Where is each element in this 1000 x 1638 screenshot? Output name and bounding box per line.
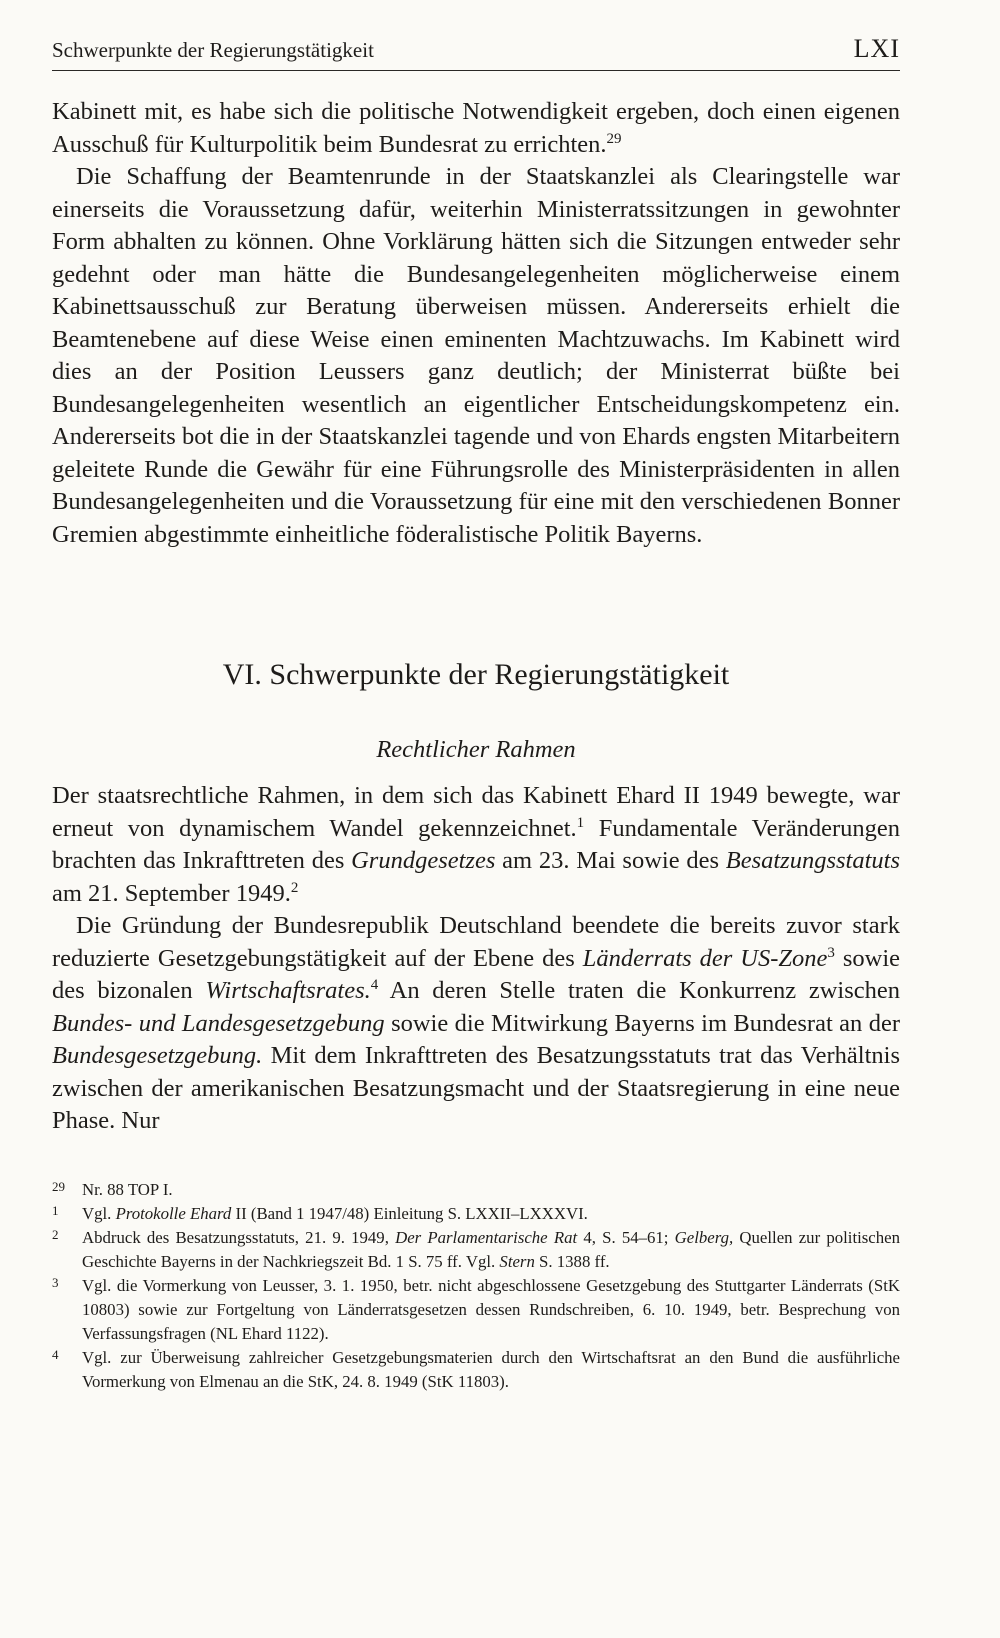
footnotes <box>52 1178 900 1394</box>
footnote-number: 29 <box>52 1179 65 1194</box>
running-header <box>52 36 900 71</box>
footnote-text: Vgl. zur Überweisung zahlreicher Gesetzgebungsmaterien durch den Wirtschaftsrat an den Bund die ausführliche Vormerkung von Elmenau an die StK, 24. 8. 1949 (StK 11803). <box>82 1348 900 1391</box>
italic-term: Bundesgesetzgebung. <box>52 1042 263 1069</box>
footnote-ref-3[interactable]: 3 <box>827 944 835 961</box>
footnote-text: Abdruck des Besatzungsstatuts, 21. 9. 1949, <box>82 1228 396 1247</box>
italic-title: Der Parlamentarische Rat <box>395 1228 578 1247</box>
running-title: Schwerpunkte der Regierungstätigkeit <box>52 38 374 62</box>
intro-text <box>52 96 900 551</box>
text-run: Der staatsrechtliche Rahmen, in dem sich das Kabinett Ehard II 1949 bewegte, war erneut von dynamischem Wandel gekennzeichnet. <box>52 782 900 842</box>
italic-title: Protokolle Ehard <box>115 1204 232 1223</box>
footnote-2 <box>52 1226 900 1274</box>
footnote-text: Nr. 88 TOP I. <box>82 1180 173 1199</box>
italic-term: Wirtschaftsrates. <box>205 977 371 1004</box>
footnote-29 <box>52 1178 900 1202</box>
main-text <box>52 780 900 1138</box>
italic-author: Gelberg, <box>674 1228 734 1247</box>
text-run: Die Gründung der Bundesrepublik Deutschland beendete die bereits zuvor stark reduzierte Gesetzgebungstätigkeit auf der Ebene des <box>52 912 900 972</box>
footnote-text: Vgl. die Vormerkung von Leusser, 3. 1. 1950, betr. nicht abgeschlossene Gesetzgebung des Stuttgarter Länderrats (StK 10803) sowie zur Fortgeltung von Länderratsgesetzen dessen Rundschreiben, 6. 10. 1949, betr. Besprechung von Verfassungsfragen (NL Ehard 1122). <box>82 1276 900 1343</box>
footnote-text: II (Band 1 1947/48) Einleitung S. LXXII–LXXXVI. <box>231 1204 588 1223</box>
text-run: am 23. Mai sowie des <box>495 847 726 874</box>
intro-paragraph-2: Die Schaffung der Beamtenrunde in der Staatskanzlei als Clearingstelle war einerseits die Voraussetzung dafür, weiterhin Ministerratssitzungen in gewohnter Form abhalten zu können. Ohne Vorklärung hätten sich die Sitzungen entweder sehr gedehnt oder man hätte die Bundesangelegenheiten möglicherweise einem Kabinettsausschuß zur Beratung überweisen müssen. Andererseits erhielt die Beamtenebene auf diese Weise einen eminenten Machtzuwachs. Im Kabinett wird dies an der Position Leussers ganz deutlich; der Ministerrat büßte bei Bundesangelegenheiten wesentlich an eigentlicher Entscheidungskompetenz ein. Andererseits bot die in der Staatskanzlei tagende und von Ehards engsten Mitarbeitern geleitete Runde die Gewähr für eine Führungsrolle des Ministerpräsidenten in allen Bundesangelegenheiten und die Voraussetzung für eine mit den verschiedenen Bonner Gremien abgestimmte einheitliche föderalistische Politik Bayerns. <box>52 163 900 548</box>
footnote-1 <box>52 1202 900 1226</box>
text-run: am 21. September 1949. <box>52 879 291 907</box>
footnote-text: Quellen zur politischen Geschichte Bayerns in der Nachkriegszeit Bd. 1 S. 75 ff. Vgl. <box>82 1228 900 1271</box>
footnote-number: 4 <box>52 1347 59 1362</box>
main-paragraph-2 <box>52 910 900 1138</box>
text-run: Fundamentale Veränderungen brachten das Inkrafttreten des <box>52 814 900 874</box>
italic-term: Besatzungsstatuts <box>725 847 900 874</box>
footnote-text: Vgl. <box>82 1204 116 1223</box>
text-run: Mit dem Inkrafttreten des Besatzungsstatuts trat das Verhältnis zwischen der amerikanischen Besatzungsmacht und der Staatsregierung in eine neue Phase. Nur <box>52 1042 900 1134</box>
intro-paragraph-1 <box>52 96 900 161</box>
subsection-heading: Rechtlicher Rahmen <box>376 736 576 763</box>
main-paragraph-1 <box>52 780 900 910</box>
italic-author: Stern <box>499 1252 535 1271</box>
footnote-ref-1[interactable]: 1 <box>576 814 585 831</box>
section-heading: VI. Schwerpunkte der Regierungstätigkeit <box>222 658 730 691</box>
footnote-text: 4, S. 54–61; <box>577 1228 675 1247</box>
footnote-number: 3 <box>52 1275 59 1290</box>
page-number: LXI <box>853 34 900 63</box>
italic-term: Länderrats der US-Zone <box>582 944 828 972</box>
footnote-ref-29[interactable]: 29 <box>606 130 622 147</box>
footnote-4 <box>52 1346 900 1394</box>
footnote-number: 2 <box>52 1227 59 1242</box>
intro-paragraph-1-text: Kabinett mit, es habe sich die politische Notwendigkeit ergeben, doch einen eigenen Ausschuß für Kulturpolitik beim Bundesrat zu errichten. <box>52 98 900 158</box>
footnote-3 <box>52 1274 900 1346</box>
footnote-number: 1 <box>52 1203 59 1218</box>
italic-term: Grundgesetzes <box>351 847 496 874</box>
footnote-ref-2[interactable]: 2 <box>290 879 299 896</box>
italic-term: Bundes- und Landesgesetzgebung <box>52 1009 385 1037</box>
footnote-text: S. 1388 ff. <box>534 1252 610 1271</box>
text-run: sowie die Mitwirkung Bayerns im Bundesrat an der <box>384 1009 900 1037</box>
text-run: An deren Stelle traten die Konkurrenz zwischen <box>378 977 900 1004</box>
text-run: sowie des bizonalen <box>52 944 900 1004</box>
footnote-ref-4[interactable]: 4 <box>370 977 379 993</box>
